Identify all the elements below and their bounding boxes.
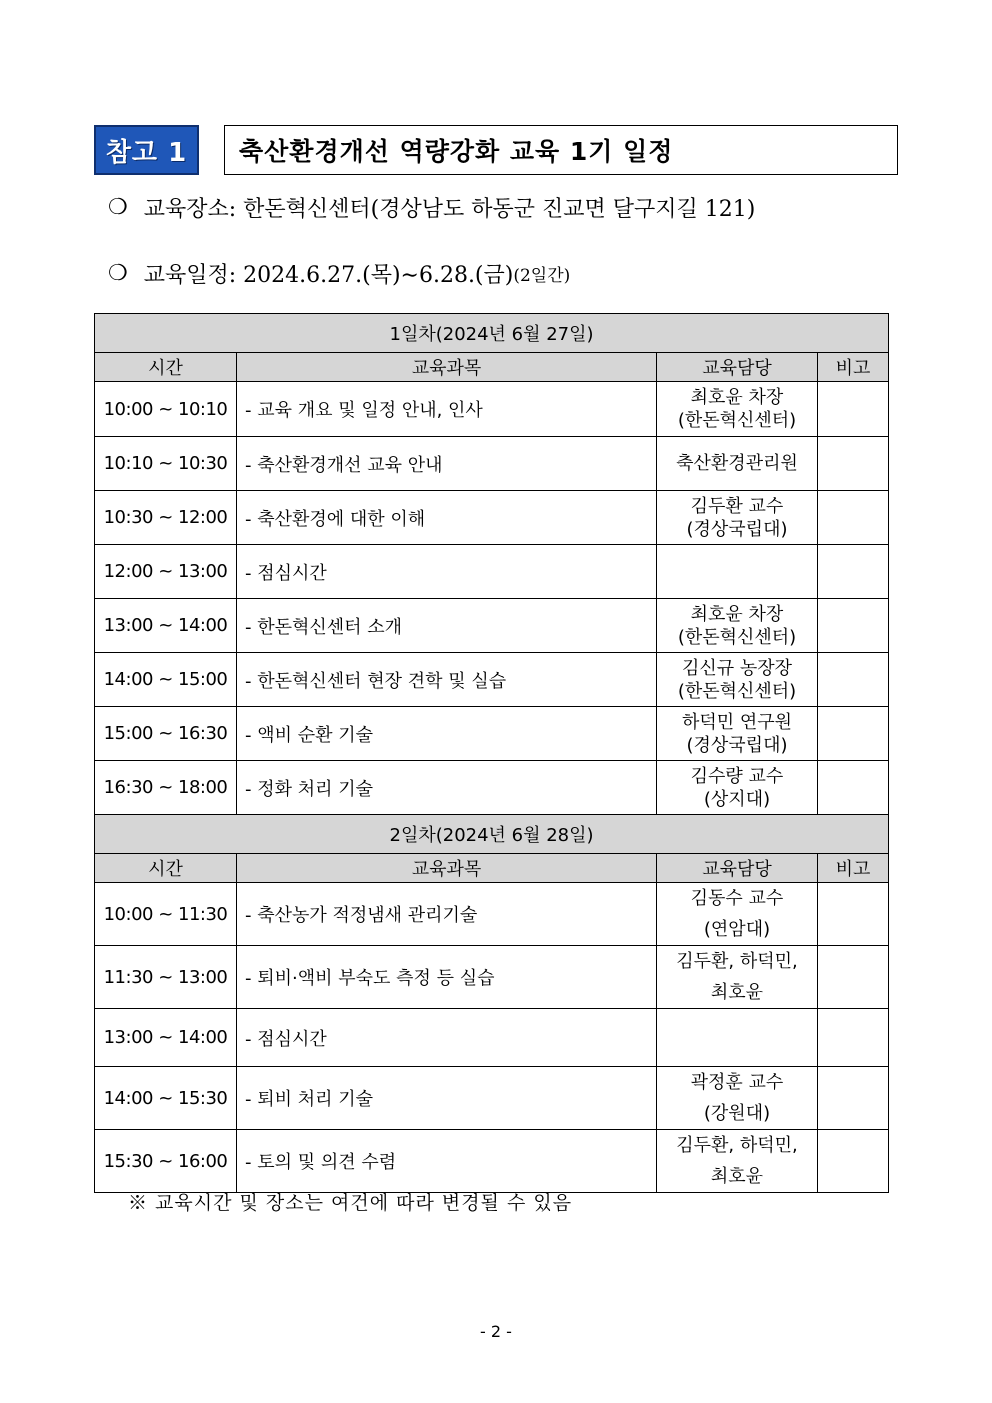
session-note [818,1130,889,1193]
session-lead [657,491,818,545]
footnote: ※ 교육시간 및 장소는 여건에 따라 변경될 수 있음 [128,1192,573,1214]
session-time: 13:00 ~ 14:00 [95,599,237,653]
session-lead [657,883,818,946]
session-time: 10:30 ~ 12:00 [95,491,237,545]
lead-line: 김신규 농장장 [681,657,793,679]
lead-line: (한돈혁신센터) [677,680,797,702]
day-header-row [95,314,889,353]
column-header-lead: 교육담당 [657,353,818,382]
session-time: 15:30 ~ 16:00 [95,1130,237,1193]
header [94,125,898,175]
session-course: - 점심시간 [237,545,657,599]
lead-line: 최호윤 [710,1166,764,1187]
page-title: 축산환경개선 역량강화 교육 1기 일정 [224,125,898,175]
session-time: 14:00 ~ 15:30 [95,1067,237,1130]
lead-line: (강원대) [703,1103,771,1124]
lead-line: 최호윤 차장 [690,603,784,625]
session-note [818,491,889,545]
circle-bullet-icon: ❍ [108,195,128,220]
session-time: 13:00 ~ 14:00 [95,1009,237,1067]
circle-bullet-icon: ❍ [108,261,128,286]
session-course: - 한돈혁신센터 현장 견학 및 실습 [237,653,657,707]
session-course: - 축산환경개선 교육 안내 [237,437,657,491]
info-schedule [108,258,570,289]
column-header-course: 교육과목 [237,854,657,883]
lead-line: 최호윤 [710,982,764,1003]
session-note [818,437,889,491]
lead-line: 김두환, 하덕민, [676,1135,798,1156]
session-course: - 정화 처리 기술 [237,761,657,815]
session-note [818,707,889,761]
session-time: 12:00 ~ 13:00 [95,545,237,599]
session-course: - 퇴비 처리 기술 [237,1067,657,1130]
session-course: - 축산환경에 대한 이해 [237,491,657,545]
lead-line: (한돈혁신센터) [677,626,797,648]
column-header-row [95,854,889,883]
table-row [95,599,889,653]
lead-line: 김수량 교수 [690,765,784,787]
lead-line: 최호윤 차장 [690,387,784,408]
session-course: - 퇴비·액비 부숙도 측정 등 실습 [237,946,657,1009]
table-row [95,545,889,599]
session-note [818,599,889,653]
table-row [95,653,889,707]
table-row [95,883,889,946]
table-row [95,761,889,815]
column-header-note: 비고 [818,353,889,382]
day-title: 2일차(2024년 6월 28일) [95,815,889,854]
session-note [818,1067,889,1130]
table-row [95,382,889,437]
table-row [95,1067,889,1130]
day-title: 1일차(2024년 6월 27일) [95,314,889,353]
session-note [818,545,889,599]
table-row [95,491,889,545]
session-lead [657,545,818,599]
schedule-table [94,313,889,1193]
table-row [95,1130,889,1193]
lead-line: 하덕민 연구원 [681,711,793,733]
table-row [95,707,889,761]
info-location [108,192,755,223]
session-lead [657,707,818,761]
session-course: - 액비 순환 기술 [237,707,657,761]
session-lead [657,382,818,437]
session-time: 14:00 ~ 15:00 [95,653,237,707]
session-time: 10:00 ~ 11:30 [95,883,237,946]
lead-line: (상지대) [703,788,771,810]
session-course: - 교육 개요 및 일정 안내, 인사 [237,382,657,437]
location-text: 교육장소: 한돈혁신센터(경상남도 하동군 진교면 달구지길 121) [143,197,756,222]
lead-line: 축산환경관리원 [676,453,798,474]
session-lead [657,1009,818,1067]
session-note [818,1009,889,1067]
session-note [818,761,889,815]
lead-line: 김동수 교수 [690,888,784,909]
session-lead [657,437,818,491]
session-lead [657,946,818,1009]
day-header-row [95,815,889,854]
schedule-text: 교육일정: 2024.6.27.(목)∼6.28.(금) [143,263,514,288]
column-header-lead: 교육담당 [657,854,818,883]
lead-line: (연암대) [703,919,771,940]
session-course: - 축산농가 적정냄새 관리기술 [237,883,657,946]
session-time: 16:30 ~ 18:00 [95,761,237,815]
lead-line: (경상국립대) [686,518,788,540]
session-time: 10:00 ~ 10:10 [95,382,237,437]
session-note [818,946,889,1009]
session-note [818,653,889,707]
table-row [95,946,889,1009]
lead-line: (경상국립대) [686,734,788,756]
session-course: - 한돈혁신센터 소개 [237,599,657,653]
session-course: - 점심시간 [237,1009,657,1067]
session-lead [657,599,818,653]
reference-badge: 참고 1 [94,125,199,175]
page-number: - 2 - [480,1322,512,1341]
column-header-note: 비고 [818,854,889,883]
column-header-course: 교육과목 [237,353,657,382]
session-lead [657,761,818,815]
column-header-time: 시간 [95,854,237,883]
column-header-time: 시간 [95,353,237,382]
lead-line: 곽정훈 교수 [690,1072,784,1093]
lead-line: 김두환, 하덕민, [676,951,798,972]
session-course: - 토의 및 의견 수렴 [237,1130,657,1193]
session-note [818,883,889,946]
session-lead [657,1067,818,1130]
session-lead [657,1130,818,1193]
session-time: 15:00 ~ 16:30 [95,707,237,761]
table-row [95,437,889,491]
lead-line: 김두환 교수 [690,495,784,517]
session-time: 11:30 ~ 13:00 [95,946,237,1009]
session-note [818,382,889,437]
lead-line: (한돈혁신센터) [677,410,797,431]
table-row [95,1009,889,1067]
column-header-row [95,353,889,382]
session-time: 10:10 ~ 10:30 [95,437,237,491]
schedule-duration: (2일간) [513,266,571,286]
session-lead [657,653,818,707]
